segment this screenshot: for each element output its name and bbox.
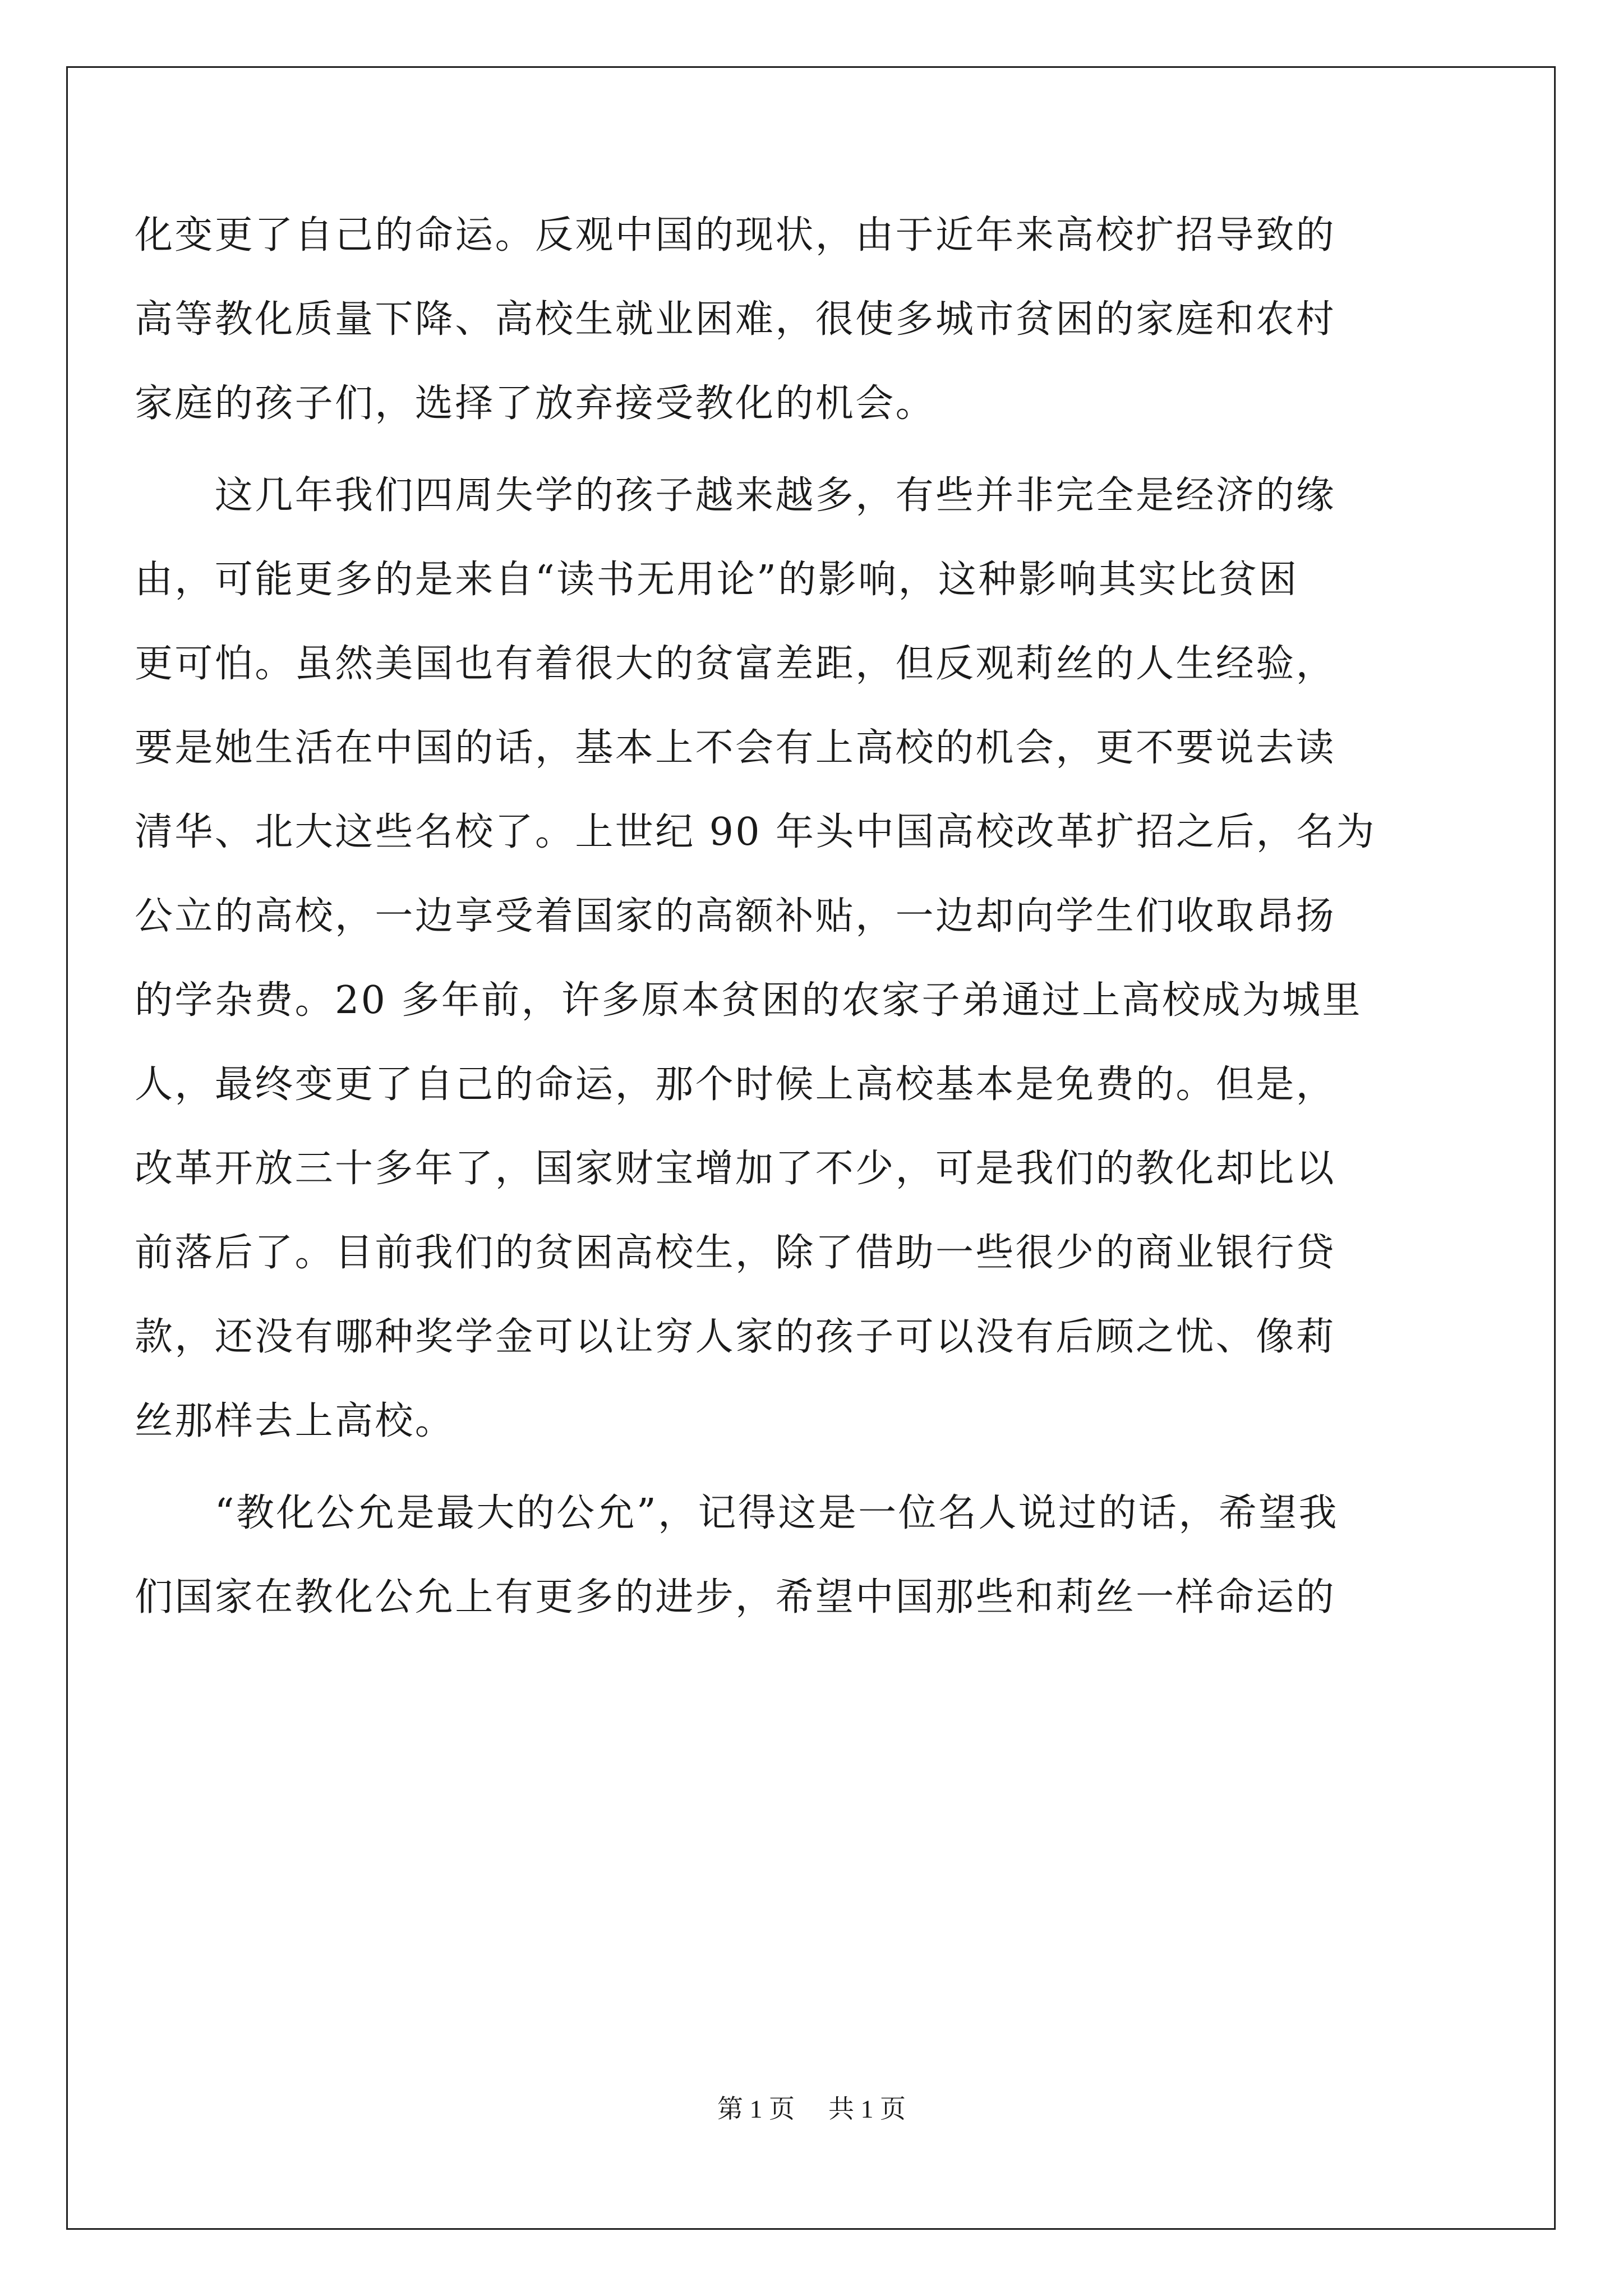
page-footer [0, 2092, 1623, 2126]
text-line: 前落后了。目前我们的贫困高校生，除了借助一些很少的商业银行贷 [135, 1231, 1336, 1275]
text-line: 这几年我们四周失学的孩子越来越多，有些并非完全是经济的缘 [135, 473, 1336, 518]
text-line: 公立的高校，一边享受着国家的高额补贴，一边却向学生们收取昂扬 [135, 894, 1336, 938]
text-line: “教化公允是最大的公允”，记得这是一位名人说过的话，希望我 [135, 1491, 1339, 1535]
text-line: 家庭的孩子们，选择了放弃接受教化的机会。 [135, 381, 936, 426]
page-total: 共 1 页 [828, 2095, 906, 2123]
page-number: 第 1 页 [717, 2095, 795, 2123]
text-line: 丝那样去上高校。 [135, 1399, 455, 1443]
text-line: 要是她生活在中国的话，基本上不会有上高校的机会，更不要说去读 [135, 726, 1336, 770]
text-line: 们国家在教化公允上有更多的进步，希望中国那些和莉丝一样命运的 [135, 1575, 1336, 1619]
text-line: 人，最终变更了自己的命运，那个时候上高校基本是免费的。但是， [135, 1062, 1336, 1107]
text-line: 清华、北大这些名校了。上世纪 90 年头中国高校改革扩招之后，名为 [135, 810, 1376, 854]
text-line: 的学杂费。20 多年前，许多原本贫困的农家子弟通过上高校成为城里 [135, 978, 1362, 1023]
text-line: 化变更了自己的命运。反观中国的现状，由于近年来高校扩招导致的 [135, 213, 1336, 257]
text-line: 高等教化质量下降、高校生就业困难，很使多城市贫困的家庭和农村 [135, 297, 1336, 342]
text-line: 更可怕。虽然美国也有着很大的贫富差距，但反观莉丝的人生经验， [135, 642, 1336, 686]
text-line: 改革开放三十多年了，国家财宝增加了不少，可是我们的教化却比以 [135, 1147, 1336, 1191]
text-line: 款，还没有哪种奖学金可以让穷人家的孩子可以没有后顾之忧、像莉 [135, 1315, 1336, 1359]
text-line: 由，可能更多的是来自“读书无用论”的影响，这种影响其实比贫困 [135, 558, 1299, 602]
